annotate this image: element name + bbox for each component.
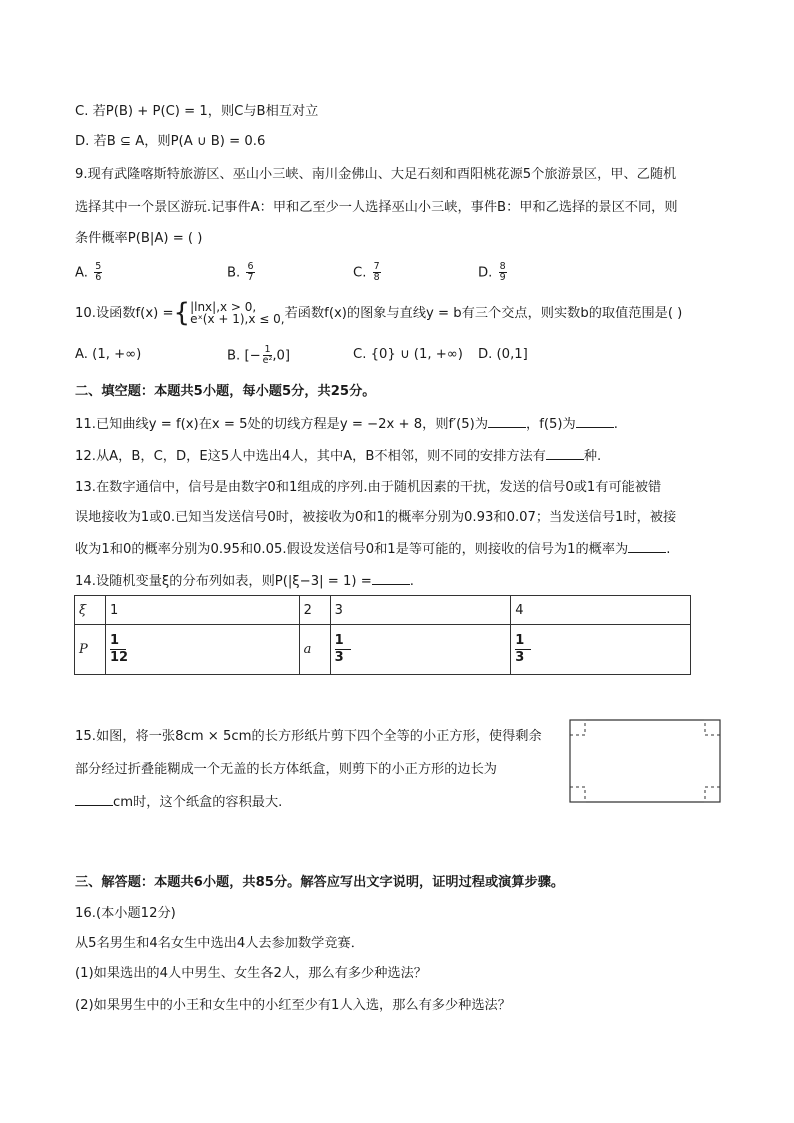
corner-cut-marks (570, 720, 720, 802)
q10-option-a: A. (1, +∞) (75, 347, 142, 362)
fraction-num: 1 (110, 633, 126, 650)
q9-option-c-label: C. (353, 265, 367, 281)
q15-line3-text: cm时，这个纸盒的容积最大. (113, 795, 283, 810)
q10-option-b-label: B. (227, 348, 241, 364)
q10-option-b-open: [− (244, 348, 261, 364)
q10-option-c: C. {0} ∪ (1, +∞) (353, 347, 463, 362)
q10-option-b-den: e² (262, 355, 273, 366)
table-fraction (110, 633, 128, 666)
q11-blank-1[interactable] (488, 413, 526, 428)
q10-option-d: D. (0,1] (478, 347, 528, 362)
q11-part-c: . (613, 417, 618, 432)
q13-text-line2: 误地接收为1或0.已知当发送信号0时，被接收为0和1的概率分别为0.93和0.07；当发送信号1时，被接 (75, 510, 677, 525)
q13-text-line3 (75, 538, 670, 560)
fraction-num: 1 (335, 633, 351, 650)
q11-part-b: ，f(5)为 (526, 417, 576, 432)
table-fraction (335, 633, 351, 666)
paper-outline (570, 720, 720, 802)
q12-text (75, 445, 601, 467)
table-cell (330, 625, 511, 675)
q8-option-c: C. 若P(B) + P(C) = 1，则C与B相互对立 (75, 104, 319, 119)
q16-part1: (1)如果选出的4人中男生、女生各2人，那么有多少种选法？ (75, 966, 427, 981)
q9-option-d-label: D. (478, 265, 493, 281)
q9-option-c-num: 7 (373, 261, 380, 272)
table-cell (511, 625, 691, 675)
q15-line1: 15.如图，将一张8cm × 5cm的长方形纸片剪下四个全等的小正方形，使得剩余 (75, 729, 542, 744)
q14-text (75, 570, 414, 592)
q11-text (75, 413, 618, 435)
distribution-table (74, 595, 691, 675)
table-row (75, 596, 691, 625)
q9-option-b-num: 6 (247, 261, 254, 272)
q10-piecewise (190, 301, 285, 325)
q10-piece2: eˣ(x + 1),x ≤ 0, (190, 312, 285, 326)
table-cell: a (299, 625, 330, 675)
corner-square-top-left (570, 720, 585, 735)
fraction-den: 12 (109, 650, 129, 665)
q13-text-line1: 13.在数字通信中，信号是由数字0和1组成的序列.由于随机因素的干扰，发送的信号0或1有可能被错 (75, 480, 662, 495)
q9-option-b (227, 262, 255, 284)
q9-text-line1: 9.现有武隆喀斯特旅游区、巫山小三峡、南川金佛山、大足石刻和酉阳桃花源5个旅游景区，甲、乙随机 (75, 167, 677, 182)
q10-piece1: |lnx|,x > 0, (190, 300, 257, 314)
q9-option-d-fraction (499, 262, 507, 283)
section-2-heading: 二、填空题：本题共5小题，每小题5分，共25分。 (75, 384, 376, 399)
table-fraction (515, 633, 531, 666)
q10-option-b (227, 345, 290, 367)
table-cell: 1 (105, 596, 299, 625)
table-cell-p: P (75, 625, 106, 675)
q16-part2: (2)如果男生中的小王和女生中的小红至少有1人入选，那么有多少种选法？ (75, 998, 511, 1013)
q12-part-a: 12.从A，B，C，D，E这5人中选出4人，其中A，B不相邻，则不同的安排方法有 (75, 449, 546, 464)
q9-option-a-label: A. (75, 265, 88, 281)
q11-part-a: 11.已知曲线y = f(x)在x = 5处的切线方程是y = −2x + 8，则f′(5)为 (75, 417, 489, 432)
q16-header: 16.(本小题12分) (75, 906, 176, 921)
table-cell-xi: ξ (75, 596, 106, 625)
q14-blank[interactable] (372, 570, 410, 585)
table-cell: 3 (330, 596, 511, 625)
q10-option-b-fraction (263, 345, 273, 366)
q14-part-a: 14.设随机变量ξ的分布列如表，则P(|ξ−3| = 1) = (75, 574, 372, 589)
q8-option-d: D. 若B ⊆ A，则P(A ∪ B) = 0.6 (75, 134, 266, 149)
q9-text-line2: 选择其中一个景区游玩.记事件A：甲和乙至少一人选择巫山小三峡，事件B：甲和乙选择的景区不同，则 (75, 200, 678, 215)
table-cell: 4 (511, 596, 691, 625)
q10-piecewise-brace: { (173, 298, 191, 328)
q9-option-d (478, 262, 507, 284)
q9-option-a-num: 5 (95, 261, 102, 272)
q10-prefix: 10.设函数f(x) = (75, 306, 174, 321)
q13-end: . (666, 542, 671, 557)
section-3-heading: 三、解答题：本题共6小题，共85分。解答应写出文字说明，证明过程或演算步骤。 (75, 875, 565, 890)
q9-option-c-fraction (373, 262, 381, 283)
q9-option-c-den: 8 (373, 272, 380, 283)
q12-blank[interactable] (546, 445, 584, 460)
q9-option-c (353, 262, 381, 284)
q15-blank[interactable] (75, 791, 113, 806)
fraction-den: 3 (334, 650, 344, 665)
corner-square-top-right (705, 720, 720, 735)
q10-suffix: 若函数f(x)的图象与直线y = b有三个交点，则实数b的取值范围是( ) (284, 306, 683, 321)
q10-text (75, 300, 682, 328)
q9-option-b-fraction (246, 262, 254, 283)
q13-line3-text: 收为1和0的概率分别为0.95和0.05.假设发送信号0和1是等可能的，则接收的信号为1的概率为 (75, 542, 629, 557)
q9-option-a-fraction (94, 262, 102, 283)
q15-text (75, 720, 545, 819)
box-net-figure (569, 719, 721, 803)
q12-part-b: 种. (583, 449, 602, 464)
table-cell: 2 (299, 596, 330, 625)
q9-option-a (75, 262, 102, 284)
q9-text-line3: 条件概率P(B|A) = ( ) (75, 231, 203, 246)
table-row (75, 625, 691, 675)
q14-part-b: . (409, 574, 414, 589)
q9-option-a-den: 6 (95, 272, 102, 283)
table-cell (105, 625, 299, 675)
q9-option-d-den: 9 (499, 272, 506, 283)
q9-option-b-den: 7 (247, 272, 254, 283)
fraction-den: 3 (515, 650, 525, 665)
q10-option-b-tail: ,0] (272, 348, 291, 364)
q9-option-d-num: 8 (499, 261, 506, 272)
q16-intro: 从5名男生和4名女生中选出4人去参加数学竞赛． (75, 936, 364, 951)
corner-square-bottom-right (705, 787, 720, 802)
corner-square-bottom-left (570, 787, 585, 802)
q11-blank-2[interactable] (576, 413, 614, 428)
q10-option-b-num: 1 (264, 344, 271, 355)
fraction-num: 1 (515, 633, 531, 650)
q13-blank[interactable] (628, 538, 666, 553)
q15-line3 (75, 786, 545, 819)
q15-line2: 部分经过折叠能糊成一个无盖的长方体纸盒，则剪下的小正方形的边长为 (75, 762, 497, 777)
q9-option-b-label: B. (227, 265, 241, 281)
